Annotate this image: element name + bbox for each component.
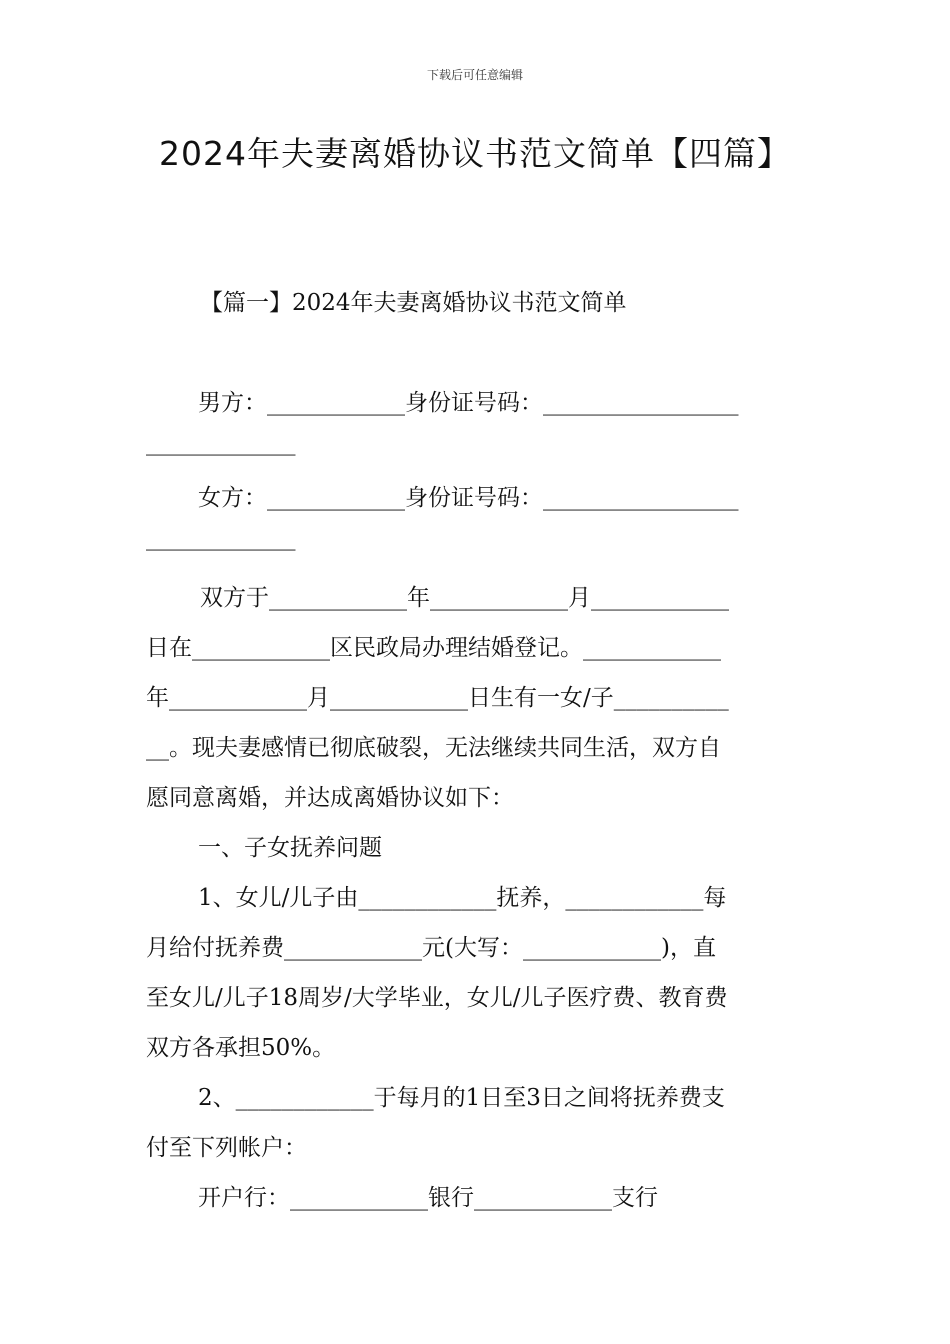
male-party-line: 男方：____________身份证号码：_________________ bbox=[198, 390, 739, 416]
marriage-date-line: 双方于____________年____________月____________ bbox=[200, 585, 729, 611]
female-id-continuation: _____________ bbox=[146, 525, 296, 551]
custody-clause-2: 2、____________于每月的1日至3日之间将抚养费支 bbox=[198, 1085, 725, 1111]
child-custody-heading: 一、子女抚养问题 bbox=[198, 835, 382, 861]
header-note: 下载后可任意编辑 bbox=[426, 68, 523, 82]
marriage-registration-line: 日在____________区民政局办理结婚登记。____________ bbox=[146, 635, 721, 661]
bank-account-line: 开户行：____________银行____________支行 bbox=[198, 1185, 658, 1211]
separation-statement-line: __。现夫妻感情已彻底破裂，无法继续共同生活，双方自 bbox=[146, 735, 721, 761]
custody-clause-2-cont: 付至下列帐户： bbox=[146, 1135, 307, 1161]
custody-clause-1: 1、女儿/儿子由____________抚养，____________每 bbox=[198, 885, 727, 911]
agreement-intro-line: 愿同意离婚，并达成离婚协议如下： bbox=[146, 785, 514, 811]
custody-clause-1-cont-b: 至女儿/儿子18周岁/大学毕业，女儿/儿子医疗费、教育费 bbox=[146, 985, 728, 1011]
custody-clause-1-cont-c: 双方各承担50%。 bbox=[146, 1035, 336, 1061]
custody-clause-1-cont-a: 月给付抚养费____________元(大写：____________)，直 bbox=[146, 935, 716, 961]
male-id-continuation: _____________ bbox=[146, 430, 296, 456]
document-title: 2024年夫妻离婚协议书范文简单【四篇】 bbox=[159, 134, 791, 173]
child-birth-line: 年____________月____________日生有一女/子__________ bbox=[146, 685, 729, 711]
female-party-line: 女方：____________身份证号码：_________________ bbox=[198, 485, 739, 511]
section-heading: 【篇一】2024年夫妻离婚协议书范文简单 bbox=[200, 290, 627, 316]
document-body bbox=[146, 378, 806, 1228]
